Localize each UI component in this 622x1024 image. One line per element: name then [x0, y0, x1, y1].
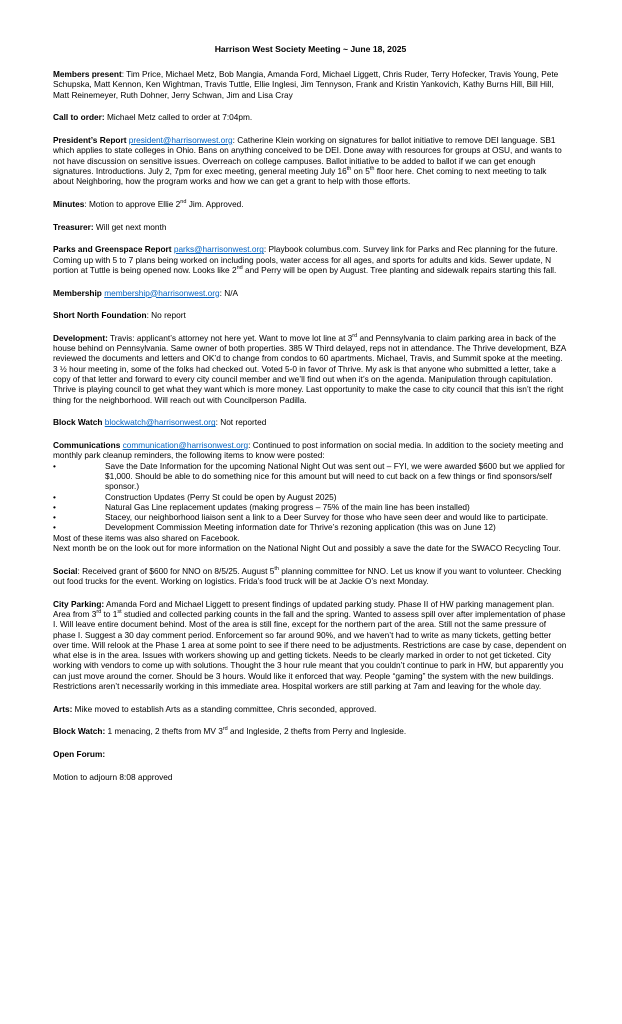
communications-bullet-list — [53, 461, 568, 533]
minutes-section — [53, 199, 568, 209]
superscript: st — [117, 609, 122, 616]
membership-text: : N/A — [219, 287, 239, 298]
call-to-order-text: Michael Metz called to order at 7:04pm. — [104, 112, 253, 123]
development-text: Travis: applicant’s attorney not here yet. Want to move lot line at 3 — [107, 332, 353, 343]
arts-section — [53, 704, 568, 714]
block-watch-label: Block Watch: — [53, 726, 106, 737]
block-watch-report-section — [53, 417, 568, 427]
block-watch-report-text: : Not reported — [215, 417, 267, 428]
social-text: : Received grant of $600 for NNO on 8/5/25. August 5 — [77, 565, 275, 576]
communications-section — [53, 440, 568, 553]
document-title: Harrison West Society Meeting ~ June 18, 2025 — [214, 44, 407, 54]
list-item — [53, 502, 568, 512]
short-north-text: : No report — [146, 310, 186, 321]
social-section — [53, 566, 568, 587]
development-text: and Pennsylvania to claim parking area in back of the house behind on Pennsylvania. Same owner of both properties. 385 W Third delayed, reps not in attendance. The Thrive development, BZA reviewed the documents and letters and OK’d to change from condos to 60 apartments. Michael, Travis, and Summit spoke at the meeting. 3 ½ hour meeting in, some of the folks had checked out. Voted 5-0 in favor of Thrive. My ask is that anyone who submitted a letter, take a copy of that letter and forward to every city council member and we’ll find out when it’s on the agenda. Manipulation through capitulation. Thrive is playing council to get what they want which is more money. Last opportunity to make the case to city council that this isn’t the right thing for the neighborhood. Will reach out with Councilperson Padilla. — [53, 332, 566, 405]
superscript: th — [346, 166, 352, 173]
members-present-text: : Tim Price, Michael Metz, Bob Mangia, Amanda Ford, Michael Liggett, Chris Ruder, Terry Hofecker, Travis Young, Pete Schupska, Matt Kennon, Ken Wightman, Travis Tuttle, Ellie Inglesi, Jim Tennyson, Frank and Kristin Yankovich, Kathy Burns Hill, Bill Hill, Matt Reinemeyer, Ruth Dohner, Jerry Schwan, Jim and Lisa Cray — [53, 69, 559, 100]
presidents-report-text: floor here. Chet coming to next meeting to talk about Neighboring, how the program works and how we can get a grant to help with those efforts. — [53, 165, 547, 187]
city-parking-text: Amanda Ford and Michael Liggett to present findings of updated parking study. Phase II of HW parking management plan. Area from 3 — [53, 598, 555, 619]
members-present-label: Members present — [53, 69, 122, 79]
communications-label: Communications — [53, 440, 123, 451]
communications-next-month: Next month be on the look out for more information on the National Night Out and possibly a save the date for the SWACO Recycling Tour. — [53, 543, 561, 553]
president-email-link[interactable]: president@harrisonwest.org — [128, 134, 233, 145]
list-item — [53, 522, 568, 532]
membership-section — [53, 288, 568, 298]
list-item-text: Construction Updates (Perry St could be open by August 2025) — [105, 491, 337, 502]
city-parking-text: studied and collected parking counts in the fall and the spring. Wanted to assess spill over after implementation of phase I. Will leave entire document behind. Most of the area is still fine, except for the northern part of the area. Still not the same pressure of phase I. Suggest a 30 day comment period. Enforcement so far around 90%, and we haven’t had to write as many tickets, getting better over time. Will relook at the Phase 1 area at some point to see if there need to be adjustments. Restrictions are case by case, dependent on what else is in the area. Issues with workers showing up and getting tickets. Needs to be clearly marked in order to not get ticketed. City working with vendors to come up with solutions. Thought the 3 hour rule meant that you couldn’t continue to park in HW, but apparently you can just move around the corner. Should be 3 hours. Would like it enforced that way. People “gaming” the system with the new buildings. Restrictions aren’t necessarily working in this immediate area. Hospital workers are still parking at 7am and leaving for the whole day. — [53, 608, 567, 692]
membership-email-link[interactable]: membership@harrisonwest.org — [104, 287, 220, 298]
minutes-text: : Motion to approve Ellie 2 — [84, 198, 181, 209]
list-item — [53, 492, 568, 502]
city-parking-label: City Parking: — [53, 598, 105, 609]
city-parking-text: to 1 — [101, 608, 118, 619]
communication-email-link[interactable]: communication@harrisonwest.org — [122, 440, 249, 451]
blockwatch-email-link[interactable]: blockwatch@harrisonwest.org — [104, 417, 216, 428]
treasurer-section — [53, 222, 568, 232]
adjourn-section: Motion to adjourn 8:08 approved — [53, 771, 173, 782]
bullet-glyph: • — [53, 512, 56, 523]
call-to-order-section — [53, 112, 568, 122]
arts-label: Arts: — [53, 703, 73, 714]
presidents-report-section — [53, 135, 568, 186]
superscript: rd — [352, 333, 358, 340]
arts-text: Mike moved to establish Arts as a standing committee, Chris seconded, approved. — [72, 703, 377, 714]
superscript: th — [369, 166, 375, 173]
superscript: nd — [236, 265, 243, 272]
parks-email-link[interactable]: parks@harrisonwest.org — [173, 244, 264, 255]
list-item-text: Natural Gas Line replacement updates (making progress – 75% of the main line has been installed) — [105, 501, 470, 512]
bullet-glyph: • — [53, 501, 56, 512]
treasurer-text: Will get next month — [93, 221, 167, 232]
city-parking-section — [53, 599, 568, 692]
call-to-order-label: Call to order: — [53, 112, 105, 123]
presidents-report-label: President’s Report — [53, 134, 129, 145]
list-item-text: Development Commission Meeting information date for Thrive’s rezoning application (this was on June 12) — [105, 522, 496, 533]
membership-label: Membership — [53, 287, 105, 298]
presidents-report-text: on 5 — [351, 165, 370, 176]
communications-text: : Continued to post information on social media. In addition to the society meeting and monthly park cleanup reminders, the following items to know were posted: — [53, 440, 564, 461]
open-forum-section — [53, 749, 568, 759]
development-section — [53, 333, 568, 405]
superscript: nd — [180, 199, 187, 206]
social-text: planning committee for NNO. Let us know if you want to volunteer. Checking out food trucks for the event. Working on logistics. Frida’s food truck will be at Jackie O’s next Monday. — [53, 565, 562, 586]
superscript: rd — [222, 726, 228, 733]
minutes-label: Minutes — [53, 198, 85, 209]
short-north-section — [53, 310, 568, 320]
bullet-glyph: • — [53, 522, 56, 533]
parks-report-text: : Playbook columbus.com. Survey link for Parks and Rec planning for the future. Coming up with 5 to 7 plans being worked on including pools, water access for all ages, and sports for adults and kids. Sewer update, N portion at Tuttle is being opened now. Looks like 2 — [53, 244, 558, 275]
block-watch-report-label: Block Watch — [53, 417, 105, 428]
list-item-text: Save the Date Information for the upcoming National Night Out was sent out – FYI, we were awarded $600 but we applied for $1,000. Should be able to do something nice for this amount but will need to cut back on a few things or find sponsors/self sponsor.) — [105, 460, 565, 492]
minutes-text: Jim. Approved. — [186, 198, 244, 209]
parks-report-text: and Perry will be open by August. Tree planting and sidewalk repairs starting this fall. — [242, 264, 557, 275]
parks-report-section — [53, 244, 568, 275]
superscript: th — [274, 565, 279, 572]
communications-intro — [53, 440, 568, 461]
block-watch-text: 1 menacing, 2 thefts from MV 3 — [105, 726, 223, 737]
block-watch-text: and Ingleside, 2 thefts from Perry and Ingleside. — [227, 726, 407, 737]
meeting-minutes — [53, 44, 568, 794]
short-north-label: Short North Foundation — [53, 310, 147, 321]
social-label: Social — [53, 565, 78, 576]
bullet-glyph: • — [53, 491, 56, 502]
list-item — [53, 512, 568, 522]
members-present-section — [53, 69, 568, 100]
open-forum-label: Open Forum: — [53, 749, 106, 760]
development-label: Development: — [53, 332, 108, 343]
list-item-text: Stacey, our neighborhood liaison sent a link to a Deer Survey for those who have seen deer and would like to participate. — [105, 512, 549, 523]
block-watch-section — [53, 726, 568, 736]
treasurer-label: Treasurer: — [53, 221, 94, 232]
communications-note: Most of these items was also shared on Facebook. — [53, 532, 240, 543]
presidents-report-text: : Catherine Klein working on signatures for ballot initiative to remove DEI language. SB1 which applies to state colleges in Ohio. Bans on anything conceived to be DEI. Done away with resources for groups at OSU, and wants to not have discussion on sensitive issues. Overreach on college campuses. Ballot initiative to be added to ballot if we can get enough signatures. Introductions. July 2, 7pm for exec meeting, general meeting July 16 — [53, 134, 562, 176]
list-item — [53, 461, 568, 492]
superscript: rd — [96, 609, 102, 616]
bullet-glyph: • — [53, 460, 56, 471]
parks-report-label: Parks and Greenspace Report — [53, 244, 174, 255]
